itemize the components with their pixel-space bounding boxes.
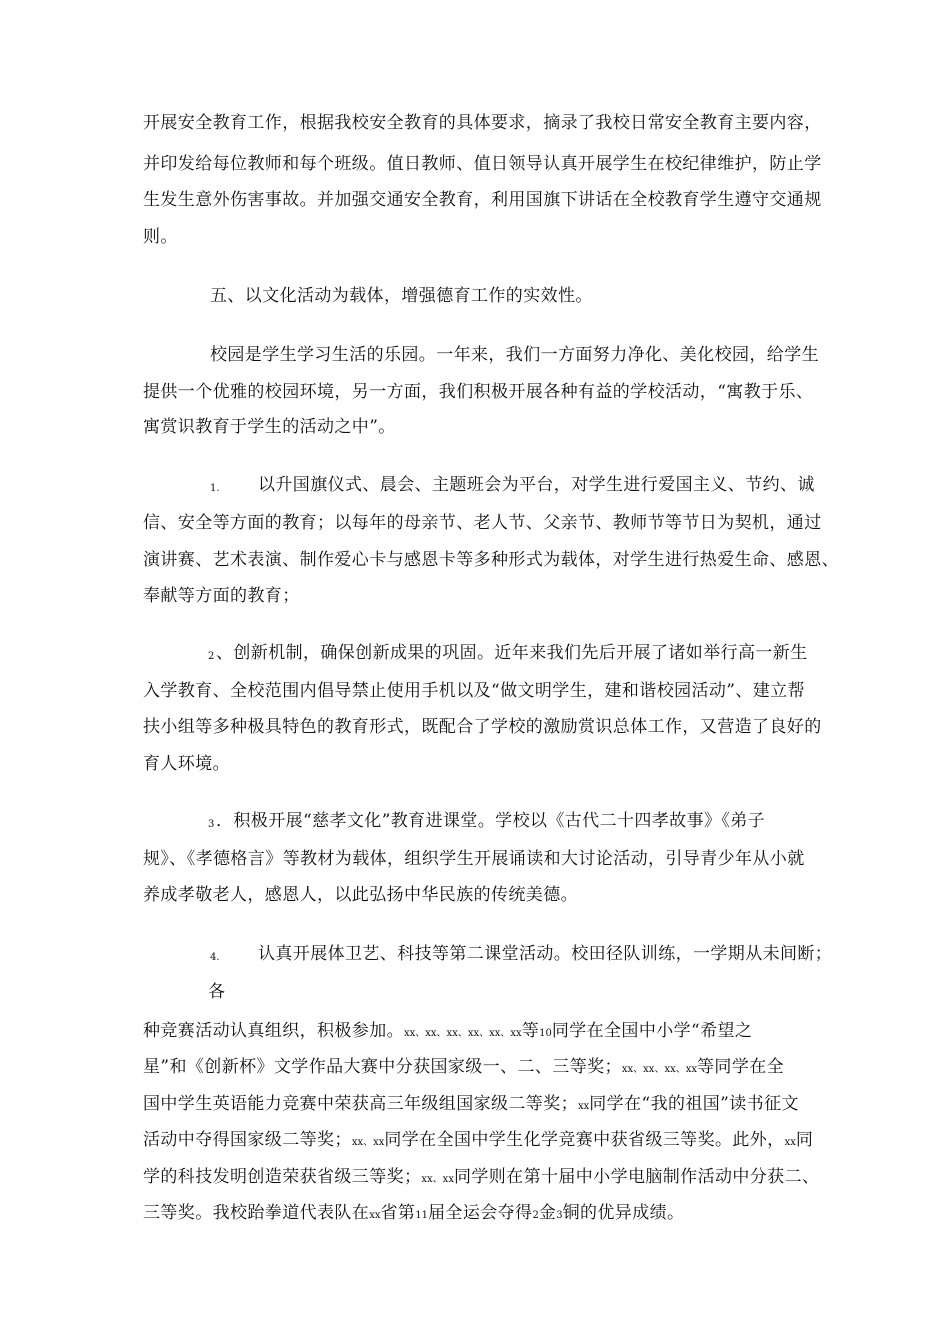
placeholder-names: xx、xx、xx、xx (621, 1064, 698, 1075)
paragraph-line: 入学教育、全校范围内倡导禁止使用手机以及“做文明学生，建和谐校园活动”、建立帮 (143, 681, 805, 701)
placeholder-names: xx、xx (351, 1137, 385, 1148)
text-run: 星”和《创新杯》文学作品大赛中分获国家级一、二、三等奖； (143, 1057, 622, 1077)
number-run: 10 (539, 1028, 552, 1039)
paragraph-line: 生发生意外伤害事故。并加强交通安全教育，利用国旗下讲话在全校教育学生遵守交通规 (143, 190, 822, 210)
placeholder-names: xx (369, 1210, 381, 1221)
text-run: 三等奖。我校跆拳道代表队在 (143, 1203, 370, 1223)
text-run: 学的科技发明创造荣获省级三等奖； (143, 1167, 422, 1187)
text-run: 省第 (380, 1203, 416, 1223)
list-number: 4. (210, 952, 220, 963)
text-run: 同 (795, 1130, 814, 1150)
paragraph-line: 养成孝敬老人，感恩人，以此弘扬中华民族的传统美德。 (143, 885, 578, 905)
paragraph-line: 各 (208, 982, 226, 1002)
text-run: 金 (538, 1203, 557, 1223)
paragraph-line: ．积极开展“慈孝文化”教育进课堂。学校以《古代二十四孝故事》《弟子 (216, 811, 766, 831)
number-run: 2 (532, 1210, 539, 1221)
paragraph-line (143, 1201, 684, 1228)
text-run: 等同学在全 (697, 1057, 785, 1077)
text-run: 届全运会夺得 (428, 1203, 533, 1223)
paragraph-line: 奉献等方面的教育； (143, 586, 300, 606)
paragraph-line: 育人环境。 (143, 754, 230, 774)
paragraph-line: 认真开展体卫艺、科技等第二课堂活动。校田径队训练，一学期从未间断； (258, 944, 833, 964)
paragraph-line: 演讲赛、艺术表演、制作爱心卡与感恩卡等多种形式为载体，对学生进行热爱生命、感恩、 (143, 550, 839, 570)
number-run: 11 (415, 1210, 429, 1221)
paragraph-line: 则。 (143, 227, 178, 247)
text-run: 同学则在第十届中小学电脑制作活动中分获二、 (453, 1167, 820, 1187)
number-run: 3 (556, 1210, 563, 1221)
list-number: 3 (208, 819, 215, 830)
paragraph-line: 校园是学生学习生活的乐园。一年来，我们一方面努力净化、美化校园，给学生 (210, 345, 819, 365)
list-number: 2 (208, 651, 215, 662)
paragraph-line (143, 1055, 784, 1082)
text-run: 同学在“我的祖国”读书征文 (589, 1094, 799, 1114)
placeholder-names: xx、xx、xx、xx、xx、xx (404, 1028, 522, 1039)
text-run: 活动中夺得国家级二等奖； (143, 1130, 352, 1150)
section-heading: 五、以文化活动为载体，增强德育工作的实效性。 (210, 286, 593, 306)
paragraph-line (143, 1128, 813, 1155)
placeholder-names: xx、xx (421, 1174, 454, 1185)
paragraph-line: 信、安全等方面的教育；以每年的母亲节、老人节、父亲节、教师节等节日为契机，通过 (143, 513, 822, 533)
paragraph-line: 开展安全教育工作，根据我校安全教育的具体要求，摘录了我校日常安全教育主要内容， (143, 113, 822, 133)
text-run: 同学在全国中小学“希望之 (551, 1021, 753, 1041)
paragraph-line (143, 1092, 799, 1119)
paragraph-line: 寓赏识教育于学生的活动之中”。 (143, 417, 396, 437)
paragraph-line: 并印发给每位教师和每个班级。值日教师、值日领导认真开展学生在校纪律维护，防止学 (143, 154, 822, 174)
paragraph-line (143, 1019, 752, 1046)
text-run: 等 (521, 1021, 540, 1041)
paragraph-line: 提供一个优雅的校园环境，另一方面，我们积极开展各种有益的学校活动，“寓教于乐、 (143, 382, 814, 402)
list-number: 1. (210, 483, 220, 494)
paragraph-line: 、创新机制，确保创新成果的巩固。近年来我们先后开展了诸如举行高一新生 (216, 643, 808, 663)
paragraph-line (143, 1165, 819, 1192)
placeholder-names: xx (784, 1137, 796, 1148)
text-run: 铜的优异成绩。 (562, 1203, 685, 1223)
placeholder-names: xx (578, 1101, 590, 1112)
paragraph-line: 以升国旗仪式、晨会、主题班会为平台，对学生进行爱国主义、节约、诚 (258, 475, 815, 495)
paragraph-line: 扶小组等多种极具特色的教育形式，既配合了学校的激励赏识总体工作，又营造了良好的 (143, 717, 822, 737)
paragraph-line: 规》、《孝德格言》等教材为载体，组织学生开展诵读和大讨论活动，引导青少年从小就 (143, 849, 805, 869)
text-run: 同学在全国中学生化学竞赛中获省级三等奖。此外， (384, 1130, 785, 1150)
text-run: 国中学生英语能力竞赛中荣获高三年级组国家级二等奖； (143, 1094, 578, 1114)
text-run: 种竞赛活动认真组织，积极参加。 (143, 1021, 404, 1041)
